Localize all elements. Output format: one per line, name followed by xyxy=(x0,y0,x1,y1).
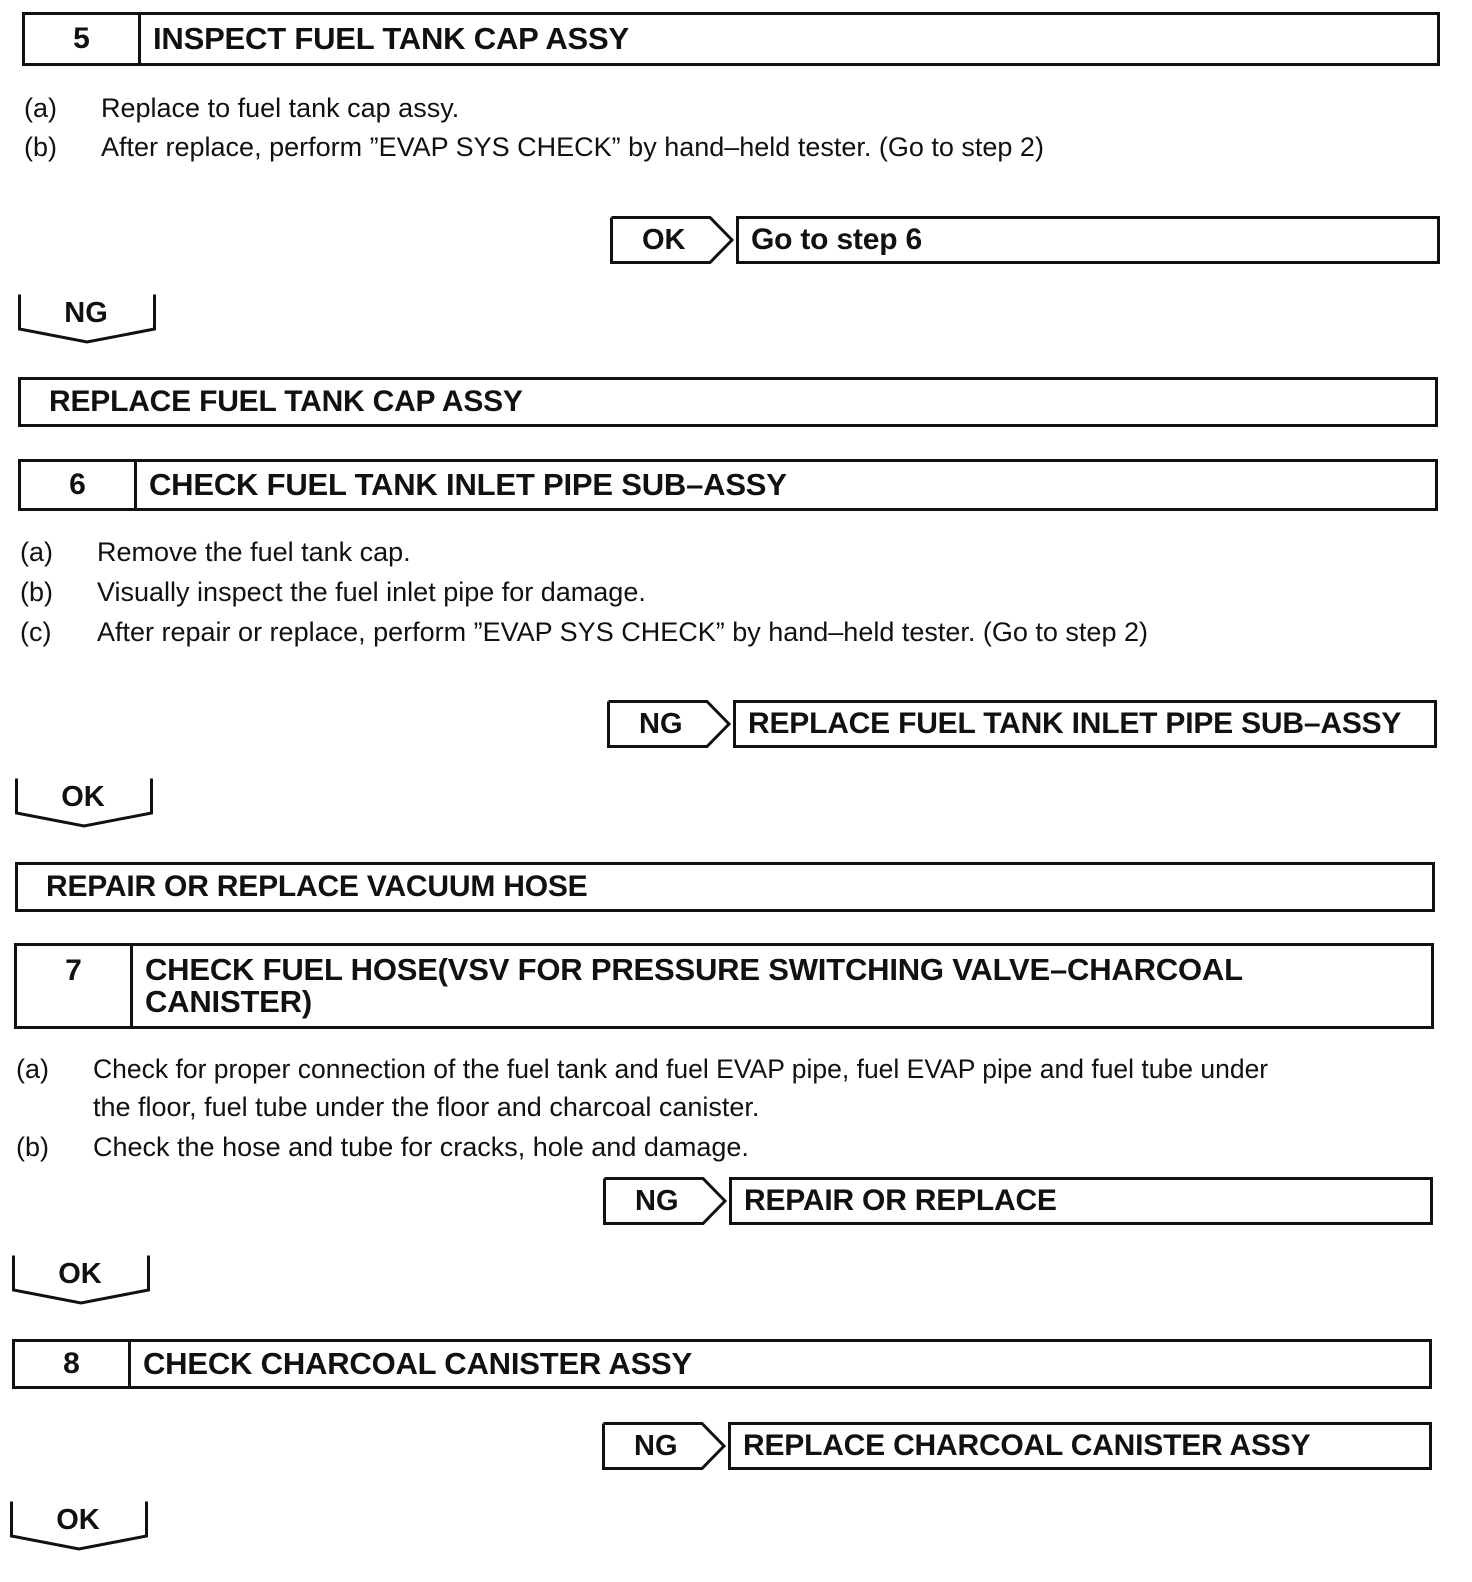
instruction-text: Check the hose and tube for cracks, hole and damage. xyxy=(93,1132,749,1162)
instruction-text: Remove the fuel tank cap. xyxy=(97,537,411,567)
step-title: CHECK CHARCOAL CANISTER ASSY xyxy=(143,1346,692,1381)
instruction-text: the floor, fuel tube under the floor and charcoal canister. xyxy=(93,1092,760,1122)
branch-tag: OK xyxy=(58,1258,102,1290)
branch-tag: OK xyxy=(642,224,686,256)
down-branch-tag xyxy=(15,777,153,829)
branch-result-text: REPAIR OR REPLACE xyxy=(744,1184,1057,1217)
instruction-text: After repair or replace, perform ”EVAP SYS CHECK” by hand–held tester. (Go to step 2) xyxy=(97,617,1148,647)
branch-result-text: REPLACE CHARCOAL CANISTER ASSY xyxy=(743,1429,1311,1462)
step-number: 7 xyxy=(17,946,133,1026)
branch-tag: NG xyxy=(634,1430,678,1462)
step-7-header xyxy=(14,943,1434,1029)
instruction-text: After replace, perform ”EVAP SYS CHECK” by hand–held tester. (Go to step 2) xyxy=(101,132,1044,162)
branch-result-text: Go to step 6 xyxy=(751,223,922,256)
instruction-item xyxy=(16,1128,1416,1166)
step-title: CHECK FUEL TANK INLET PIPE SUB–ASSY xyxy=(149,467,787,502)
step-number: 5 xyxy=(25,15,141,63)
step-number: 6 xyxy=(21,462,137,508)
step-6-header xyxy=(18,459,1438,511)
action-text: REPLACE FUEL TANK CAP ASSY xyxy=(49,385,523,418)
instruction-label: (b) xyxy=(20,577,53,607)
step-8-header xyxy=(12,1339,1432,1389)
down-branch-tag xyxy=(18,293,156,345)
branch-result-box xyxy=(733,700,1437,748)
step-title: INSPECT FUEL TANK CAP ASSY xyxy=(153,21,629,56)
branch-arrow-ok xyxy=(610,216,734,264)
action-box xyxy=(18,377,1438,427)
instruction-text: Visually inspect the fuel inlet pipe for damage. xyxy=(97,577,646,607)
branch-tag: NG xyxy=(635,1185,679,1217)
instruction-label: (b) xyxy=(16,1132,49,1162)
branch-tag: OK xyxy=(56,1504,100,1536)
down-branch-tag xyxy=(10,1500,148,1552)
instruction-label: (a) xyxy=(24,93,57,123)
action-text: REPAIR OR REPLACE VACUUM HOSE xyxy=(46,870,588,903)
instruction-item xyxy=(24,89,1424,127)
branch-arrow-ng xyxy=(602,1422,726,1470)
instruction-item xyxy=(20,533,1420,571)
instruction-item xyxy=(20,573,1420,611)
branch-result-box xyxy=(729,1177,1433,1225)
instruction-label: (c) xyxy=(20,617,52,647)
step-title-line: CHECK FUEL HOSE(VSV FOR PRESSURE SWITCHING VALVE–CHARCOAL xyxy=(145,952,1243,987)
branch-tag: NG xyxy=(64,297,108,329)
step-title-line: CANISTER) xyxy=(145,984,312,1019)
branch-arrow-ng xyxy=(607,700,731,748)
branch-result-box xyxy=(736,216,1440,264)
instruction-item xyxy=(20,613,1420,651)
down-branch-tag xyxy=(12,1254,150,1306)
step-number: 8 xyxy=(15,1342,131,1386)
instruction-label: (a) xyxy=(16,1054,49,1084)
instruction-label: (a) xyxy=(20,537,53,567)
instruction-item xyxy=(16,1050,1456,1126)
branch-arrow-ng xyxy=(603,1177,727,1225)
step-5-header xyxy=(22,12,1440,66)
instruction-item xyxy=(24,128,1424,166)
branch-tag: NG xyxy=(639,708,683,740)
instruction-text: Replace to fuel tank cap assy. xyxy=(101,93,460,123)
step-title xyxy=(133,946,1243,1026)
action-box xyxy=(15,862,1435,912)
instruction-label: (b) xyxy=(24,132,57,162)
instruction-text: Check for proper connection of the fuel tank and fuel EVAP pipe, fuel EVAP pipe and fuel tube under xyxy=(93,1054,1269,1084)
branch-tag: OK xyxy=(61,781,105,813)
branch-result-box xyxy=(728,1422,1432,1470)
branch-result-text: REPLACE FUEL TANK INLET PIPE SUB–ASSY xyxy=(748,707,1402,740)
